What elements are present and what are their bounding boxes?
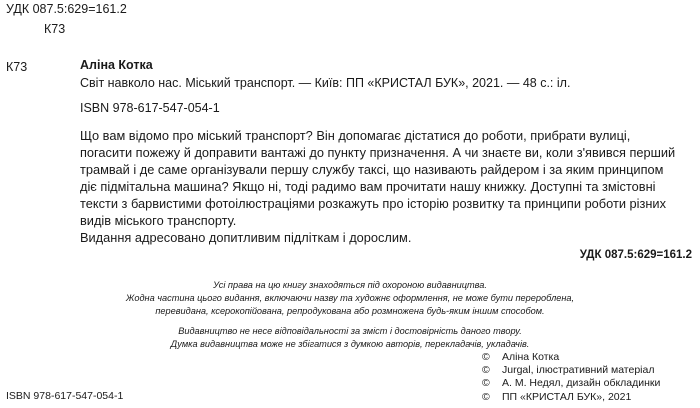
annotation-line: діє підмітальна машина? Якщо ні, тоді радимо вам прочитати нашу книжку. Доступні та змістовні xyxy=(80,179,656,194)
audience-note: Видання адресовано допитливим підліткам і дорослим. xyxy=(80,230,412,245)
author-mark-header: К73 xyxy=(44,22,66,36)
isbn-bottom: ISBN 978-617-547-054-1 xyxy=(6,390,124,402)
rights-notice-line: Жодна частина цього видання, включаючи назву та художнє оформлення, не може бути перероблена, xyxy=(125,293,575,303)
annotation-line: видів міського транспорту. xyxy=(80,213,237,228)
disclaimer-line: Думка видавництва може не збігатися з думкою авторів, перекладачів, укладачів. xyxy=(170,339,530,349)
udk-code-right: УДК 087.5:629=161.2 xyxy=(579,249,692,261)
copyright-row xyxy=(482,364,660,377)
annotation-line: тексти з барвистими фотоілюстраціями розкажуть про історію розвитку та принципи роботи різних xyxy=(80,196,666,211)
copyright-icon: © xyxy=(482,351,490,363)
copyright-row xyxy=(482,351,660,364)
copyright-holder: Аліна Котка xyxy=(502,351,560,363)
bibliographic-description: Світ навколо нас. Міський транспорт. — Київ: ПП «КРИСТАЛ БУК», 2021. — 48 с.: іл. xyxy=(80,76,571,90)
copyright-row xyxy=(482,377,660,390)
copyright-holder: А. М. Недял, дизайн обкладинки xyxy=(502,377,661,390)
annotation-paragraph xyxy=(80,127,692,229)
copyright-holder: ПП «КРИСТАЛ БУК», 2021 xyxy=(502,390,632,403)
author-mark: К73 xyxy=(6,60,28,74)
copyright-row xyxy=(482,391,660,404)
isbn-line: ISBN 978-617-547-054-1 xyxy=(80,101,220,115)
rights-notice-line: Усі права на цю книгу знаходяться під охороною видавництва. xyxy=(213,280,487,290)
copyright-block xyxy=(482,351,660,404)
udk-code-header: УДК 087.5:629=161.2 xyxy=(6,2,127,16)
copyright-icon: © xyxy=(482,364,490,377)
copyright-icon: © xyxy=(482,390,490,403)
annotation-line: Що вам відомо про міський транспорт? Він допомагає дістатися до роботи, прибрати вулиці, xyxy=(80,128,631,143)
annotation-line: трамвай і де саме організували першу службу таксі, що називають райдером і за яким принципом xyxy=(80,162,664,177)
disclaimer-line: Видавництво не несе відповідальності за зміст і достовірність даного твору. xyxy=(178,326,522,336)
rights-notice-line: перевидана, ксерокопійована, репродукована або розмножена будь-яким іншим способом. xyxy=(155,306,545,316)
annotation-line: погасити пожежу й доправити вантажі до пункту призначення. А чи знаєте ви, коли з'явився перший xyxy=(80,145,676,160)
author-name: Аліна Котка xyxy=(80,58,153,72)
copyright-icon: © xyxy=(482,377,490,390)
copyright-holder: Jurgal, ілюстративний матеріал xyxy=(502,364,655,377)
